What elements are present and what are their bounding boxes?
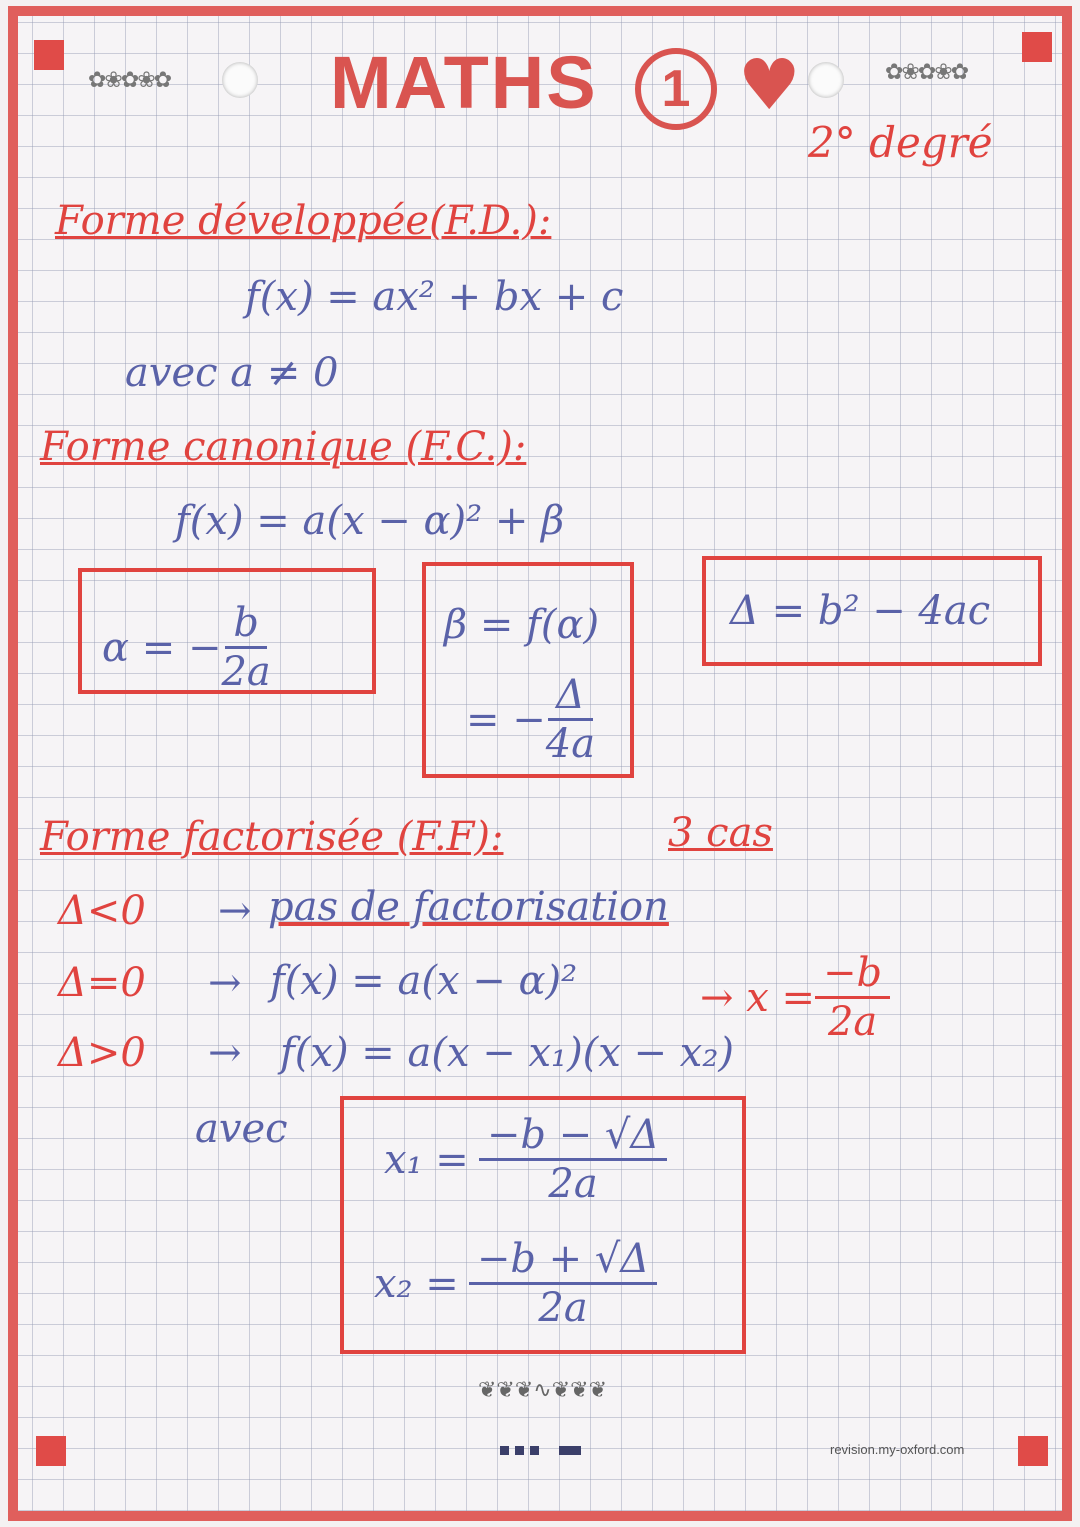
corner-marker-bottom-right [1018, 1436, 1048, 1466]
heading-forme-canonique: Forme canonique (F.C.): [40, 424, 527, 470]
corner-marker-top-right [1022, 32, 1052, 62]
case2-root-denominator: 2a [827, 999, 878, 1045]
case2-root-numerator: −b [815, 950, 890, 999]
box-delta [702, 556, 1042, 666]
case2-root-lhs: → x = [700, 974, 816, 1021]
x1-denominator: 2a [548, 1161, 598, 1207]
case3-formula: f(x) = a(x − x₁)(x − x₂) [280, 1030, 734, 1076]
flower-doodle-left: ✿❀✿❀✿ [88, 68, 171, 93]
alpha-lhs: α = − [102, 624, 222, 671]
case1-condition: Δ<0 [58, 888, 146, 934]
x1-lhs: x₁ = [384, 1136, 469, 1183]
page-subtitle: 2° degré [808, 118, 993, 167]
corner-marker-bottom-left [36, 1436, 66, 1466]
three-cases-label: 3 cas [668, 810, 773, 856]
page-title: MATHS [330, 41, 598, 124]
formula-forme-canonique: f(x) = a(x − α)² + β [175, 498, 565, 544]
chapter-number: 1 [635, 48, 717, 130]
delta-formula: Δ = b² − 4ac [730, 588, 991, 634]
binder-hole-left [222, 62, 258, 98]
case1-arrow: → [218, 888, 252, 934]
alpha-numerator: b [225, 600, 267, 649]
x2-lhs: x₂ = [374, 1260, 459, 1307]
box-beta [422, 562, 634, 778]
case2-arrow: → [208, 960, 242, 1006]
ornament-divider: ❦❦❦∿❦❦❦ [478, 1378, 608, 1403]
flower-doodle-right: ✿❀✿❀✿ [885, 60, 968, 85]
case1-text: pas de factorisation [268, 884, 669, 930]
beta-numerator: Δ [548, 672, 593, 721]
case3-arrow: → [208, 1030, 242, 1076]
beta-denominator: 4a [545, 721, 596, 767]
binder-hole-right [808, 62, 844, 98]
heading-forme-developpee: Forme développée(F.D.): [55, 198, 552, 244]
x2-numerator: −b + √Δ [469, 1236, 657, 1285]
case2-condition: Δ=0 [58, 960, 146, 1006]
corner-marker-top-left [34, 40, 64, 70]
box-roots [340, 1096, 746, 1354]
avec-label: avec [195, 1106, 288, 1152]
alpha-denominator: 2a [221, 649, 271, 695]
x2-denominator: 2a [538, 1285, 588, 1331]
case2-formula: f(x) = a(x − α)² [270, 958, 578, 1004]
condition-a-non-nul: avec a ≠ 0 [125, 350, 339, 396]
page-indicator [500, 1446, 581, 1455]
beta-equals: = − [466, 696, 546, 743]
heading-forme-factorisee: Forme factorisée (F.F): [40, 814, 504, 860]
case3-condition: Δ>0 [58, 1030, 146, 1076]
heart-icon: ♥ [738, 44, 801, 126]
beta-definition: β = f(α) [444, 602, 600, 648]
formula-forme-developpee: f(x) = ax² + bx + c [245, 274, 624, 320]
box-alpha [78, 568, 376, 694]
x1-numerator: −b − √Δ [479, 1112, 667, 1161]
source-url[interactable]: revision.my-oxford.com [830, 1442, 965, 1457]
